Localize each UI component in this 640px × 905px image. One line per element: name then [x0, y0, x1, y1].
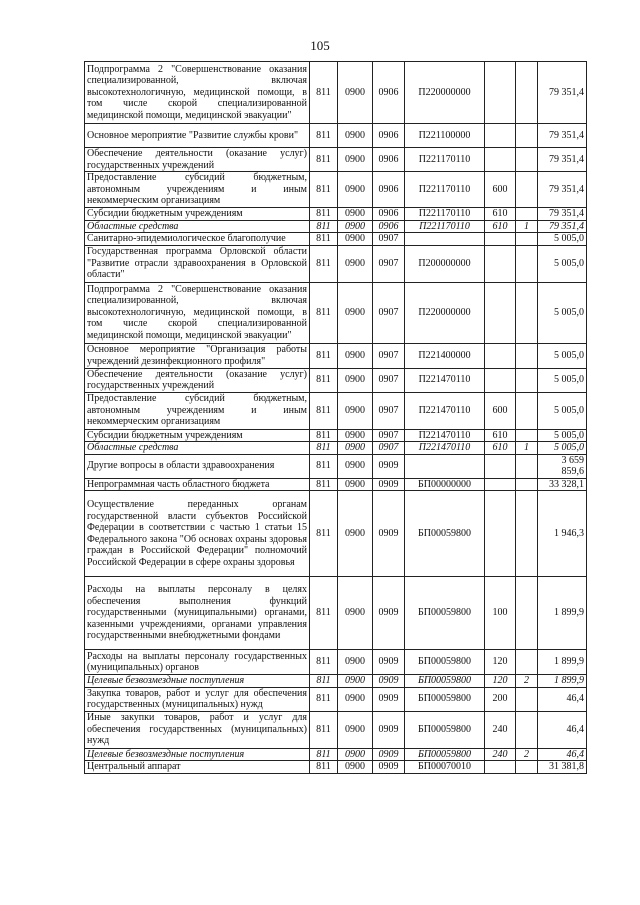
row-expense-type-code: 240 [485, 748, 516, 761]
row-expense-type-code [485, 368, 516, 392]
table-row [85, 368, 587, 392]
table-row [85, 282, 587, 343]
row-section-code: 0900 [338, 442, 373, 455]
table-row [85, 454, 587, 478]
row-grbs-code: 811 [310, 454, 338, 478]
row-target-article-code: П221100000 [405, 124, 485, 148]
row-target-article-code: П221170110 [405, 208, 485, 221]
table-row [85, 220, 587, 233]
row-source-code [516, 491, 538, 577]
row-subsection-code: 0909 [373, 491, 405, 577]
row-expense-type-code [485, 454, 516, 478]
row-subsection-code: 0907 [373, 343, 405, 368]
row-section-code: 0900 [338, 491, 373, 577]
row-target-article-code: П221170110 [405, 148, 485, 172]
row-target-article-code: БП00059800 [405, 748, 485, 761]
row-grbs-code: 811 [310, 245, 338, 282]
row-grbs-code: 811 [310, 208, 338, 221]
row-amount: 3 659 859,6 [538, 454, 587, 478]
row-source-code: 2 [516, 748, 538, 761]
row-name: Предоставление субсидий бюджетным, автономным учреждениям и иным некоммерческим организациям [85, 392, 310, 429]
row-target-article-code: БП00000000 [405, 478, 485, 491]
row-subsection-code: 0906 [373, 148, 405, 172]
row-subsection-code: 0909 [373, 748, 405, 761]
row-section-code: 0900 [338, 687, 373, 711]
row-name: Непрограммная часть областного бюджета [85, 478, 310, 491]
row-section-code: 0900 [338, 62, 373, 124]
row-name: Подпрограмма 2 "Совершенствование оказания специализированной, включая высокотехнологичную, медицинской помощи, в том числе скорой специализированной медицинской помощи, медицинской эвакуации" [85, 282, 310, 343]
row-amount: 5 005,0 [538, 429, 587, 442]
row-amount: 1 899,9 [538, 650, 587, 675]
row-grbs-code: 811 [310, 343, 338, 368]
row-grbs-code: 811 [310, 282, 338, 343]
row-name: Обеспечение деятельности (оказание услуг) государственных учреждений [85, 368, 310, 392]
row-target-article-code: П221470110 [405, 429, 485, 442]
row-name: Предоставление субсидий бюджетным, автономным учреждениям и иным некоммерческим организациям [85, 172, 310, 208]
row-source-code [516, 124, 538, 148]
row-amount: 5 005,0 [538, 233, 587, 246]
row-grbs-code: 811 [310, 220, 338, 233]
row-amount: 79 351,4 [538, 148, 587, 172]
row-name: Основное мероприятие "Развитие службы крови" [85, 124, 310, 148]
table-row [85, 172, 587, 208]
row-name: Обеспечение деятельности (оказание услуг) государственных учреждений [85, 148, 310, 172]
row-source-code: 1 [516, 442, 538, 455]
row-subsection-code: 0909 [373, 650, 405, 675]
row-source-code [516, 233, 538, 246]
row-source-code [516, 429, 538, 442]
row-name: Подпрограмма 2 "Совершенствование оказания специализированной, включая высокотехнологичную, медицинской помощи, в том числе скорой специализированной медицинской помощи, медицинской эвакуации" [85, 62, 310, 124]
row-grbs-code: 811 [310, 761, 338, 774]
row-source-code [516, 343, 538, 368]
row-target-article-code: БП00070010 [405, 761, 485, 774]
row-amount: 46,4 [538, 748, 587, 761]
row-section-code: 0900 [338, 650, 373, 675]
row-expense-type-code: 200 [485, 687, 516, 711]
row-name: Субсидии бюджетным учреждениям [85, 429, 310, 442]
row-source-code [516, 650, 538, 675]
table-row [85, 245, 587, 282]
row-source-code [516, 62, 538, 124]
row-source-code [516, 392, 538, 429]
row-grbs-code: 811 [310, 172, 338, 208]
row-target-article-code: П220000000 [405, 62, 485, 124]
row-subsection-code: 0909 [373, 675, 405, 688]
row-amount: 1 899,9 [538, 577, 587, 650]
row-amount: 46,4 [538, 687, 587, 711]
row-grbs-code: 811 [310, 429, 338, 442]
row-section-code: 0900 [338, 748, 373, 761]
page-number: 105 [310, 38, 330, 53]
row-subsection-code: 0909 [373, 454, 405, 478]
row-source-code [516, 478, 538, 491]
row-grbs-code: 811 [310, 148, 338, 172]
row-expense-type-code [485, 124, 516, 148]
row-source-code [516, 368, 538, 392]
row-grbs-code: 811 [310, 711, 338, 748]
row-section-code: 0900 [338, 148, 373, 172]
row-subsection-code: 0909 [373, 577, 405, 650]
row-section-code: 0900 [338, 233, 373, 246]
row-expense-type-code: 240 [485, 711, 516, 748]
row-expense-type-code [485, 148, 516, 172]
row-expense-type-code: 610 [485, 442, 516, 455]
row-target-article-code: П221470110 [405, 392, 485, 429]
row-name: Закупка товаров, работ и услуг для обеспечения государственных (муниципальных) нужд [85, 687, 310, 711]
row-name: Расходы на выплаты персоналу в целях обеспечения выполнения функций государственными (муниципальными) органами, казенными учреждениями, органами управления государственными внебюджетными фондами [85, 577, 310, 650]
row-subsection-code: 0909 [373, 761, 405, 774]
row-target-article-code [405, 233, 485, 246]
table-row [85, 650, 587, 675]
row-name: Целевые безвозмездные поступления [85, 675, 310, 688]
row-name: Санитарно-эпидемиологическое благополучие [85, 233, 310, 246]
table-row [85, 675, 587, 688]
row-source-code [516, 282, 538, 343]
row-target-article-code: П221400000 [405, 343, 485, 368]
row-expense-type-code: 610 [485, 208, 516, 221]
row-target-article-code: БП00059800 [405, 675, 485, 688]
table-row [85, 62, 587, 124]
table-row [85, 748, 587, 761]
row-section-code: 0900 [338, 675, 373, 688]
row-grbs-code: 811 [310, 577, 338, 650]
row-subsection-code: 0907 [373, 429, 405, 442]
row-expense-type-code: 120 [485, 675, 516, 688]
row-subsection-code: 0907 [373, 368, 405, 392]
row-amount: 1 899,9 [538, 675, 587, 688]
row-source-code [516, 577, 538, 650]
row-expense-type-code [485, 62, 516, 124]
row-target-article-code: П200000000 [405, 245, 485, 282]
row-subsection-code: 0907 [373, 233, 405, 246]
row-grbs-code: 811 [310, 368, 338, 392]
row-target-article-code: БП00059800 [405, 687, 485, 711]
row-amount: 5 005,0 [538, 245, 587, 282]
row-section-code: 0900 [338, 711, 373, 748]
row-target-article-code: БП00059800 [405, 650, 485, 675]
row-subsection-code: 0907 [373, 442, 405, 455]
row-name: Расходы на выплаты персоналу государственных (муниципальных) органов [85, 650, 310, 675]
row-target-article-code: БП00059800 [405, 711, 485, 748]
row-name: Государственная программа Орловской области "Развитие отрасли здравоохранения в Орловской области" [85, 245, 310, 282]
row-subsection-code: 0909 [373, 687, 405, 711]
row-subsection-code: 0907 [373, 392, 405, 429]
budget-table [84, 61, 587, 774]
row-grbs-code: 811 [310, 124, 338, 148]
row-expense-type-code: 600 [485, 172, 516, 208]
row-target-article-code: П221170110 [405, 220, 485, 233]
row-section-code: 0900 [338, 577, 373, 650]
row-source-code [516, 711, 538, 748]
row-section-code: 0900 [338, 368, 373, 392]
row-expense-type-code [485, 761, 516, 774]
table-row [85, 343, 587, 368]
row-section-code: 0900 [338, 172, 373, 208]
row-grbs-code: 811 [310, 478, 338, 491]
row-subsection-code: 0907 [373, 245, 405, 282]
row-amount: 31 381,8 [538, 761, 587, 774]
row-expense-type-code [485, 245, 516, 282]
row-source-code [516, 172, 538, 208]
row-section-code: 0900 [338, 245, 373, 282]
table-row [85, 208, 587, 221]
row-subsection-code: 0909 [373, 478, 405, 491]
row-grbs-code: 811 [310, 442, 338, 455]
row-amount: 1 946,3 [538, 491, 587, 577]
row-section-code: 0900 [338, 282, 373, 343]
row-source-code [516, 454, 538, 478]
row-section-code: 0900 [338, 124, 373, 148]
row-grbs-code: 811 [310, 62, 338, 124]
row-source-code [516, 687, 538, 711]
row-name: Центральный аппарат [85, 761, 310, 774]
row-expense-type-code: 120 [485, 650, 516, 675]
row-expense-type-code [485, 491, 516, 577]
row-target-article-code: П221470110 [405, 442, 485, 455]
row-amount: 5 005,0 [538, 282, 587, 343]
row-grbs-code: 811 [310, 675, 338, 688]
row-name: Субсидии бюджетным учреждениям [85, 208, 310, 221]
row-grbs-code: 811 [310, 392, 338, 429]
table-row [85, 442, 587, 455]
row-subsection-code: 0906 [373, 62, 405, 124]
row-source-code [516, 761, 538, 774]
table-row [85, 711, 587, 748]
table-row [85, 233, 587, 246]
row-target-article-code: БП00059800 [405, 577, 485, 650]
table-row [85, 429, 587, 442]
row-name: Областные средства [85, 220, 310, 233]
row-subsection-code: 0907 [373, 282, 405, 343]
row-section-code: 0900 [338, 208, 373, 221]
row-amount: 79 351,4 [538, 172, 587, 208]
row-expense-type-code [485, 343, 516, 368]
row-source-code [516, 148, 538, 172]
row-subsection-code: 0906 [373, 220, 405, 233]
row-amount: 79 351,4 [538, 124, 587, 148]
row-grbs-code: 811 [310, 233, 338, 246]
row-amount: 5 005,0 [538, 368, 587, 392]
table-row [85, 687, 587, 711]
table-row [85, 577, 587, 650]
row-amount: 5 005,0 [538, 392, 587, 429]
row-section-code: 0900 [338, 392, 373, 429]
row-section-code: 0900 [338, 220, 373, 233]
table-row [85, 124, 587, 148]
row-target-article-code: П221170110 [405, 172, 485, 208]
row-amount: 79 351,4 [538, 208, 587, 221]
row-expense-type-code: 600 [485, 392, 516, 429]
row-expense-type-code [485, 478, 516, 491]
row-amount: 5 005,0 [538, 343, 587, 368]
table-row [85, 491, 587, 577]
row-name: Целевые безвозмездные поступления [85, 748, 310, 761]
row-source-code [516, 245, 538, 282]
row-name: Основное мероприятие "Организация работы учреждений дезинфекционного профиля" [85, 343, 310, 368]
row-section-code: 0900 [338, 429, 373, 442]
budget-table-body [85, 62, 587, 774]
row-section-code: 0900 [338, 343, 373, 368]
row-source-code [516, 208, 538, 221]
row-name: Иные закупки товаров, работ и услуг для обеспечения государственных (муниципальных) нужд [85, 711, 310, 748]
row-section-code: 0900 [338, 454, 373, 478]
table-row [85, 478, 587, 491]
table-row [85, 392, 587, 429]
row-expense-type-code: 610 [485, 220, 516, 233]
row-target-article-code: П220000000 [405, 282, 485, 343]
table-row [85, 148, 587, 172]
row-subsection-code: 0906 [373, 124, 405, 148]
row-amount: 46,4 [538, 711, 587, 748]
row-subsection-code: 0906 [373, 172, 405, 208]
row-target-article-code: П221470110 [405, 368, 485, 392]
row-subsection-code: 0909 [373, 711, 405, 748]
row-target-article-code: БП00059800 [405, 491, 485, 577]
row-section-code: 0900 [338, 478, 373, 491]
row-grbs-code: 811 [310, 687, 338, 711]
row-expense-type-code: 100 [485, 577, 516, 650]
row-section-code: 0900 [338, 761, 373, 774]
row-subsection-code: 0906 [373, 208, 405, 221]
row-target-article-code [405, 454, 485, 478]
row-grbs-code: 811 [310, 748, 338, 761]
row-name: Осуществление переданных органам государственной власти субъектов Российской Федерации в соответствии с частью 1 статьи 15 Федерального закона "Об основах охраны здоровья граждан в Российской Федерации" полномочий Российской Федерации в сфере охраны здоровья [85, 491, 310, 577]
row-amount: 79 351,4 [538, 220, 587, 233]
row-source-code: 2 [516, 675, 538, 688]
row-amount: 79 351,4 [538, 62, 587, 124]
row-amount: 5 005,0 [538, 442, 587, 455]
row-name: Областные средства [85, 442, 310, 455]
row-expense-type-code: 610 [485, 429, 516, 442]
row-expense-type-code [485, 233, 516, 246]
row-expense-type-code [485, 282, 516, 343]
table-row [85, 761, 587, 774]
row-name: Другие вопросы в области здравоохранения [85, 454, 310, 478]
row-amount: 33 328,1 [538, 478, 587, 491]
row-source-code: 1 [516, 220, 538, 233]
row-grbs-code: 811 [310, 650, 338, 675]
row-grbs-code: 811 [310, 491, 338, 577]
